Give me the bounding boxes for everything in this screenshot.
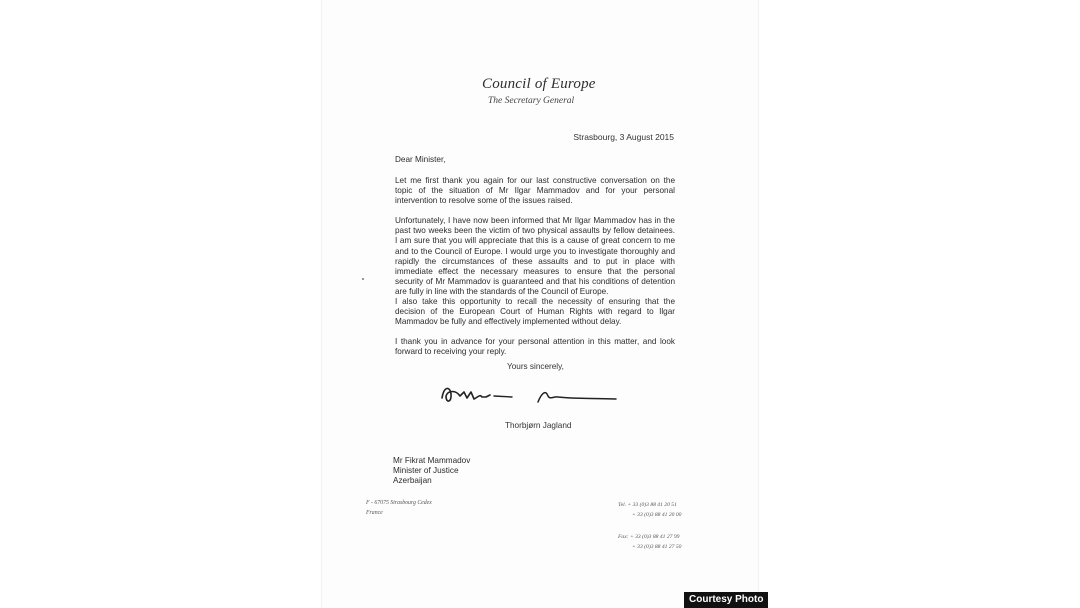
recipient-title: Minister of Justice xyxy=(393,466,459,476)
paragraph-1: Let me first thank you again for our last constructive conversation on the topic of the situation of Mr Ilgar Mammadov and for your personal intervention to resolve some of the issues raised. xyxy=(395,176,675,206)
letter-date: Strasbourg, 3 August 2015 xyxy=(573,132,674,142)
footer-tel-line2: + 33 (0)3 88 41 20 00 xyxy=(632,512,682,518)
recipient-block xyxy=(393,456,470,487)
scan-speck xyxy=(362,278,364,280)
footer-contacts xyxy=(618,500,681,552)
closing: Yours sincerely, xyxy=(507,362,564,371)
letterhead-org: Council of Europe xyxy=(482,76,596,92)
footer-address-line2: France xyxy=(366,510,383,516)
letterhead-office: The Secretary General xyxy=(488,96,575,106)
footer-fax-line2: + 33 (0)3 88 41 27 50 xyxy=(632,544,682,550)
footer-address-line1: F - 67075 Strasbourg Cedex xyxy=(366,500,432,506)
recipient-name: Mr Fikrat Mammadov xyxy=(393,456,471,465)
letter-page xyxy=(322,0,758,608)
recipient-country: Azerbaijan xyxy=(393,476,432,486)
paragraph-4: I thank you in advance for your personal attention in this matter, and look forward to receiving your reply. xyxy=(395,337,675,357)
signer-name: Thorbjørn Jagland xyxy=(505,421,572,430)
photo-credit: Courtesy Photo xyxy=(684,592,768,608)
handwritten-signature xyxy=(434,380,624,410)
footer-tel-line1: Tel. + 33 (0)3 88 41 20 51 xyxy=(618,502,677,508)
salutation: Dear Minister, xyxy=(395,155,446,164)
footer-fax-line1: Fax: + 33 (0)3 88 41 27 99 xyxy=(618,534,680,540)
footer-gap xyxy=(618,520,681,532)
paragraph-2: Unfortunately, I have now been informed that Mr Ilgar Mammadov has in the past two weeks been the victim of two physical assaults by fellow detainees. I am sure that you will appreciate that this is a cause of great concern to me and to the Council of Europe. I would urge you to investigate thoroughly and rapidly the circumstances of these assaults and to put in place with immediate effect the necessary measures to ensure that the personal security of Mr Mammadov is guaranteed and that his conditions of detention are fully in line with the standards of the Council of Europe. xyxy=(395,216,675,297)
paragraph-3: I also take this opportunity to recall the necessity of ensuring that the decision of the European Court of Human Rights with regard to Ilgar Mammadov be fully and effectively implemented without delay. xyxy=(395,297,675,327)
footer-address xyxy=(366,498,432,518)
